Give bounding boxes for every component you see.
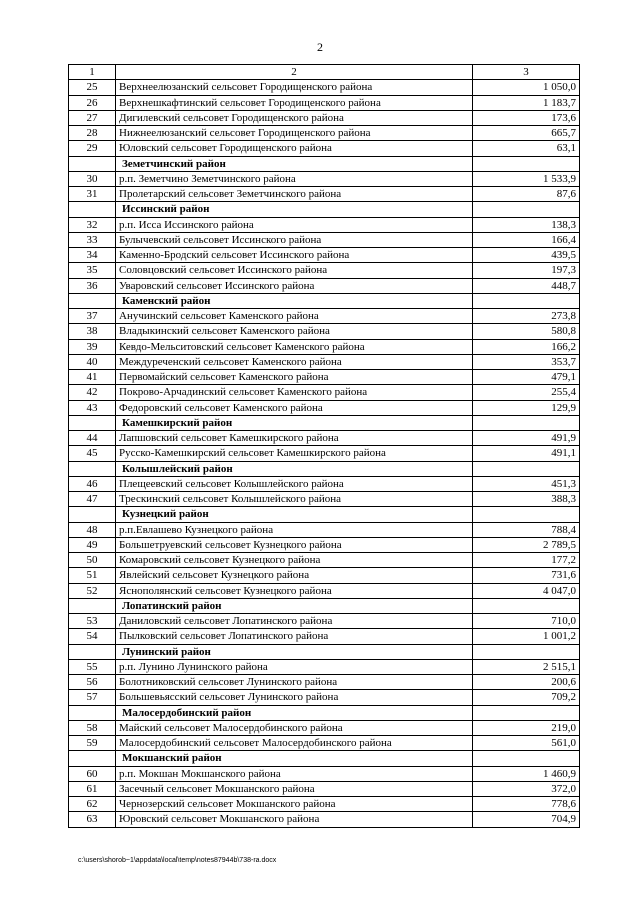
row-number-cell: 35 [69, 263, 116, 278]
row-name-cell: р.п. Мокшан Мокшанского района [116, 766, 473, 781]
district-row [69, 202, 580, 217]
row-number-cell [69, 507, 116, 522]
row-name-cell: р.п. Лунино Лунинского района [116, 659, 473, 674]
row-value-cell: 448,7 [473, 278, 580, 293]
row-name-cell: Владыкинский сельсовет Каменского района [116, 324, 473, 339]
row-value-cell: 709,2 [473, 690, 580, 705]
row-name-cell: Русско-Камешкирский сельсовет Камешкирского района [116, 446, 473, 461]
row-value-cell: 177,2 [473, 553, 580, 568]
row-value-cell: 353,7 [473, 354, 580, 369]
table-row [69, 385, 580, 400]
row-name-cell: Первомайский сельсовет Каменского района [116, 370, 473, 385]
row-value-cell: 479,1 [473, 370, 580, 385]
row-value-cell: 1 001,2 [473, 629, 580, 644]
table-body [69, 65, 580, 828]
row-number-cell [69, 202, 116, 217]
table-row [69, 797, 580, 812]
district-name-cell: Земетчинский район [116, 156, 473, 171]
table-row [69, 568, 580, 583]
district-name-cell: Лунинский район [116, 644, 473, 659]
row-number-cell: 27 [69, 110, 116, 125]
row-name-cell: Анучинский сельсовет Каменского района [116, 309, 473, 324]
row-number-cell: 55 [69, 659, 116, 674]
row-number-cell: 31 [69, 187, 116, 202]
row-value-cell: 129,9 [473, 400, 580, 415]
row-number-cell: 51 [69, 568, 116, 583]
table-row [69, 583, 580, 598]
row-value-cell: 372,0 [473, 781, 580, 796]
row-name-cell: р.п.Евлашево Кузнецкого района [116, 522, 473, 537]
header-col-3: 3 [473, 65, 580, 80]
page-number: 2 [317, 40, 323, 54]
row-name-cell: Малосердобинский сельсовет Малосердобинского района [116, 736, 473, 751]
table-row [69, 400, 580, 415]
row-number-cell [69, 415, 116, 430]
table-row [69, 80, 580, 95]
row-number-cell: 43 [69, 400, 116, 415]
table-row [69, 812, 580, 827]
row-number-cell: 46 [69, 476, 116, 491]
row-number-cell [69, 461, 116, 476]
row-value-cell: 173,6 [473, 110, 580, 125]
row-value-cell: 166,4 [473, 232, 580, 247]
district-name-cell: Камешкирский район [116, 415, 473, 430]
row-number-cell: 41 [69, 370, 116, 385]
row-name-cell: Нижнеелюзанский сельсовет Городищенского района [116, 126, 473, 141]
table-row [69, 446, 580, 461]
row-value-cell: 491,1 [473, 446, 580, 461]
row-number-cell [69, 293, 116, 308]
row-value-cell: 388,3 [473, 492, 580, 507]
row-value-cell: 1 460,9 [473, 766, 580, 781]
row-value-cell: 731,6 [473, 568, 580, 583]
row-number-cell: 32 [69, 217, 116, 232]
district-name-cell: Кузнецкий район [116, 507, 473, 522]
row-value-cell: 197,3 [473, 263, 580, 278]
row-value-cell [473, 156, 580, 171]
table-row [69, 522, 580, 537]
district-name-cell: Каменский район [116, 293, 473, 308]
row-value-cell: 788,4 [473, 522, 580, 537]
row-value-cell [473, 293, 580, 308]
row-number-cell: 45 [69, 446, 116, 461]
row-name-cell: Федоровский сельсовет Каменского района [116, 400, 473, 415]
row-name-cell: Верхнешкафтинский сельсовет Городищенского района [116, 95, 473, 110]
table-row [69, 629, 580, 644]
table-row [69, 431, 580, 446]
row-number-cell [69, 156, 116, 171]
row-value-cell [473, 415, 580, 430]
row-number-cell: 61 [69, 781, 116, 796]
row-name-cell: Кевдо-Мельситовский сельсовет Каменского района [116, 339, 473, 354]
row-number-cell: 42 [69, 385, 116, 400]
row-number-cell: 54 [69, 629, 116, 644]
row-value-cell: 580,8 [473, 324, 580, 339]
row-number-cell: 57 [69, 690, 116, 705]
table-row [69, 339, 580, 354]
row-number-cell: 48 [69, 522, 116, 537]
row-number-cell: 36 [69, 278, 116, 293]
row-number-cell: 63 [69, 812, 116, 827]
table-row [69, 476, 580, 491]
table-row [69, 370, 580, 385]
row-number-cell: 38 [69, 324, 116, 339]
row-name-cell: Юловский сельсовет Городищенского района [116, 141, 473, 156]
row-number-cell: 50 [69, 553, 116, 568]
table-row [69, 248, 580, 263]
table-row [69, 309, 580, 324]
row-value-cell [473, 644, 580, 659]
row-name-cell: Майский сельсовет Малосердобинского района [116, 720, 473, 735]
row-value-cell: 1 183,7 [473, 95, 580, 110]
row-value-cell [473, 598, 580, 613]
district-row [69, 156, 580, 171]
row-name-cell: Лапшовский сельсовет Камешкирского района [116, 431, 473, 446]
district-name-cell: Малосердобинский район [116, 705, 473, 720]
row-value-cell [473, 507, 580, 522]
table-row [69, 781, 580, 796]
row-number-cell: 53 [69, 614, 116, 629]
table-row [69, 720, 580, 735]
row-value-cell: 778,6 [473, 797, 580, 812]
row-number-cell: 40 [69, 354, 116, 369]
row-number-cell: 49 [69, 537, 116, 552]
row-name-cell: Болотниковский сельсовет Лунинского района [116, 675, 473, 690]
district-row [69, 415, 580, 430]
district-name-cell: Иссинский район [116, 202, 473, 217]
row-name-cell: Комаровский сельсовет Кузнецкого района [116, 553, 473, 568]
row-number-cell [69, 751, 116, 766]
table-row [69, 95, 580, 110]
row-value-cell: 4 047,0 [473, 583, 580, 598]
district-row [69, 293, 580, 308]
row-value-cell [473, 751, 580, 766]
row-name-cell: Явлейский сельсовет Кузнецкого района [116, 568, 473, 583]
row-name-cell: Каменно-Бродский сельсовет Иссинского района [116, 248, 473, 263]
table-row [69, 171, 580, 186]
table-row [69, 187, 580, 202]
row-name-cell: Большевьясский сельсовет Лунинского района [116, 690, 473, 705]
district-row [69, 507, 580, 522]
table-row [69, 217, 580, 232]
district-name-cell: Лопатинский район [116, 598, 473, 613]
row-number-cell [69, 705, 116, 720]
row-value-cell: 219,0 [473, 720, 580, 735]
row-value-cell: 273,8 [473, 309, 580, 324]
district-name-cell: Колышлейский район [116, 461, 473, 476]
row-value-cell: 451,3 [473, 476, 580, 491]
table-row [69, 659, 580, 674]
row-number-cell: 33 [69, 232, 116, 247]
row-value-cell: 1 050,0 [473, 80, 580, 95]
row-number-cell [69, 598, 116, 613]
table-row [69, 278, 580, 293]
row-number-cell: 56 [69, 675, 116, 690]
row-name-cell: Засечный сельсовет Мокшанского района [116, 781, 473, 796]
row-number-cell: 59 [69, 736, 116, 751]
district-row [69, 705, 580, 720]
table-row [69, 492, 580, 507]
row-number-cell: 28 [69, 126, 116, 141]
row-number-cell: 26 [69, 95, 116, 110]
header-col-1: 1 [69, 65, 116, 80]
row-value-cell: 439,5 [473, 248, 580, 263]
row-number-cell [69, 644, 116, 659]
row-number-cell: 58 [69, 720, 116, 735]
row-number-cell: 52 [69, 583, 116, 598]
table-row [69, 675, 580, 690]
row-value-cell [473, 461, 580, 476]
district-row [69, 598, 580, 613]
row-value-cell [473, 202, 580, 217]
row-name-cell: Большетруевский сельсовет Кузнецкого района [116, 537, 473, 552]
row-name-cell: р.п. Исса Иссинского района [116, 217, 473, 232]
row-value-cell: 704,9 [473, 812, 580, 827]
header-col-2: 2 [116, 65, 473, 80]
table-row [69, 232, 580, 247]
row-value-cell: 63,1 [473, 141, 580, 156]
row-name-cell: Чернозерский сельсовет Мокшанского района [116, 797, 473, 812]
row-name-cell: Плещеевский сельсовет Колышлейского района [116, 476, 473, 491]
row-name-cell: Трескинский сельсовет Колышлейского района [116, 492, 473, 507]
row-value-cell [473, 705, 580, 720]
table-row [69, 126, 580, 141]
table-row [69, 736, 580, 751]
row-number-cell: 25 [69, 80, 116, 95]
table-row [69, 141, 580, 156]
row-name-cell: Юровский сельсовет Мокшанского района [116, 812, 473, 827]
district-row [69, 751, 580, 766]
table-row [69, 614, 580, 629]
footer-file-path: c:\users\shorob~1\appdata\local\temp\notes87944b\738-ra.docx [78, 857, 277, 864]
table-row [69, 553, 580, 568]
row-value-cell: 255,4 [473, 385, 580, 400]
row-number-cell: 29 [69, 141, 116, 156]
row-value-cell: 561,0 [473, 736, 580, 751]
row-number-cell: 30 [69, 171, 116, 186]
row-value-cell: 166,2 [473, 339, 580, 354]
row-value-cell: 2 515,1 [473, 659, 580, 674]
row-value-cell: 491,9 [473, 431, 580, 446]
row-name-cell: Междуреченский сельсовет Каменского района [116, 354, 473, 369]
row-name-cell: Пылковский сельсовет Лопатинского района [116, 629, 473, 644]
row-name-cell: Покрово-Арчадинский сельсовет Каменского района [116, 385, 473, 400]
row-number-cell: 60 [69, 766, 116, 781]
table-row [69, 110, 580, 125]
data-table [68, 64, 580, 828]
district-row [69, 461, 580, 476]
row-name-cell: Даниловский сельсовет Лопатинского района [116, 614, 473, 629]
row-value-cell: 87,6 [473, 187, 580, 202]
row-value-cell: 710,0 [473, 614, 580, 629]
row-name-cell: Соловцовский сельсовет Иссинского района [116, 263, 473, 278]
district-row [69, 644, 580, 659]
row-name-cell: р.п. Земетчино Земетчинского района [116, 171, 473, 186]
table-row [69, 354, 580, 369]
row-value-cell: 200,6 [473, 675, 580, 690]
row-number-cell: 47 [69, 492, 116, 507]
district-name-cell: Мокшанский район [116, 751, 473, 766]
row-number-cell: 44 [69, 431, 116, 446]
row-name-cell: Верхнеелюзанский сельсовет Городищенского района [116, 80, 473, 95]
table-header-row [69, 65, 580, 80]
row-number-cell: 37 [69, 309, 116, 324]
table-row [69, 537, 580, 552]
table-row [69, 324, 580, 339]
row-number-cell: 39 [69, 339, 116, 354]
table-row [69, 766, 580, 781]
row-name-cell: Яснополянский сельсовет Кузнецкого района [116, 583, 473, 598]
row-name-cell: Дигилевский сельсовет Городищенского района [116, 110, 473, 125]
row-number-cell: 34 [69, 248, 116, 263]
row-value-cell: 2 789,5 [473, 537, 580, 552]
row-value-cell: 665,7 [473, 126, 580, 141]
row-number-cell: 62 [69, 797, 116, 812]
table-row [69, 263, 580, 278]
row-value-cell: 1 533,9 [473, 171, 580, 186]
table-row [69, 690, 580, 705]
row-name-cell: Пролетарский сельсовет Земетчинского района [116, 187, 473, 202]
row-name-cell: Булычевский сельсовет Иссинского района [116, 232, 473, 247]
row-name-cell: Уваровский сельсовет Иссинского района [116, 278, 473, 293]
row-value-cell: 138,3 [473, 217, 580, 232]
